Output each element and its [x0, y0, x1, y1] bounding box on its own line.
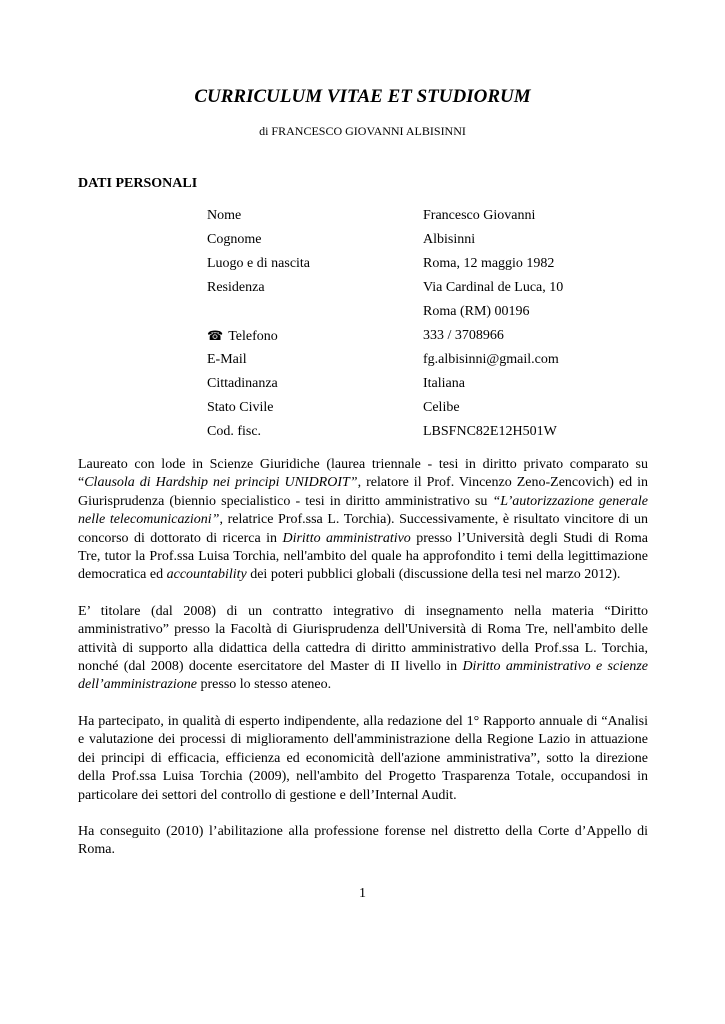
personal-data-label: Nome [207, 208, 242, 223]
personal-data-value: LBSFNC82E12H501W [423, 424, 557, 439]
personal-data-value: Roma (RM) 00196 [423, 304, 530, 319]
body-text [78, 456, 648, 878]
paragraph: E’ titolare (dal 2008) di un contratto integrativo di insegnamento nella materia “Diritto amministrativo” presso la Facoltà di Giurisprudenza dell'Università di Roma Tre, nell'ambito delle attività di supporto alla didattica della cattedra di diritto amministrativo della Prof.ssa L. Torchia, nonché (dal 2008) docente esercitatore del Master di II livello in Diritto amministrativo e scienze dell’amministrazione presso lo stesso ateneo. [78, 603, 648, 693]
personal-data-label: ☎ Telefono [207, 328, 278, 344]
personal-data-row [207, 396, 647, 420]
paragraph: Ha conseguito (2010) l’abilitazione alla professione forense nel distretto della Corte d’Appello di Roma. [78, 823, 648, 858]
personal-data-row [207, 348, 647, 372]
document-subtitle: di FRANCESCO GIOVANNI ALBISINNI [259, 124, 466, 138]
personal-data-label: Luogo e di nascita [207, 256, 311, 271]
personal-data-value: Celibe [423, 400, 460, 415]
personal-data-label: E-Mail [207, 352, 247, 367]
personal-data-value: Francesco Giovanni [423, 208, 536, 223]
personal-data-value: 333 / 3708966 [423, 328, 504, 343]
personal-data-value: Via Cardinal de Luca, 10 [423, 280, 564, 295]
personal-data-row [207, 372, 647, 396]
telephone-icon: ☎ [207, 328, 224, 343]
personal-data-value: Albisinni [423, 232, 476, 247]
paragraph: Laureato con lode in Scienze Giuridiche (laurea triennale - tesi in diritto privato comparato su “Clausola di Hardship nei principi UNIDROIT”, relatore il Prof. Vincenzo Zeno-Zencovich) ed in Giurisprudenza (biennio specialistico - tesi in diritto amministrativo su “L’autorizzazione generale nelle telecomunicazioni”, relatrice Prof.ssa L. Torchia). Successivamente, è risultato vincitore di un concorso di dottorato di ricerca in Diritto amministrativo presso l’Università degli Studi di Roma Tre, tutor la Prof.ssa Luisa Torchia, nell'ambito del quale ha approfondito i temi della legittimazione democratica ed accountability dei poteri pubblici globali (discussione della tesi nel marzo 2012). [78, 457, 648, 583]
personal-data-row [207, 300, 647, 324]
personal-data-label: Cognome [207, 232, 262, 247]
personal-data-row [207, 324, 647, 348]
personal-data-label: Cittadinanza [207, 376, 278, 391]
document-title: CURRICULUM VITAE ET STUDIORUM [194, 86, 531, 107]
personal-data-table [207, 204, 647, 444]
page-number: 1 [359, 886, 366, 901]
personal-data-label: Stato Civile [207, 400, 274, 415]
personal-data-label [207, 300, 423, 324]
personal-data-row [207, 276, 647, 300]
section-heading-personal-data: DATI PERSONALI [78, 176, 198, 191]
personal-data-row [207, 228, 647, 252]
personal-data-row [207, 252, 647, 276]
personal-data-value: Roma, 12 maggio 1982 [423, 256, 555, 271]
personal-data-value: fg.albisinni@gmail.com [423, 352, 559, 367]
personal-data-label: Residenza [207, 280, 265, 295]
paragraph: Ha partecipato, in qualità di esperto indipendente, alla redazione del 1° Rapporto annuale di “Analisi e valutazione dei processi di miglioramento dell'amministrazione della Regione Lazio in attuazione dei principi di efficacia, efficienza ed economicità dell'azione amministrativa”, sotto la direzione della Prof.ssa Luisa Torchia (2009), nell'ambito del Progetto Trasparenza Totale, occupandosi in particolare dei settori del controllo di gestione e dell’Internal Audit. [78, 713, 648, 803]
personal-data-label: Cod. fisc. [207, 424, 262, 439]
personal-data-row [207, 204, 647, 228]
personal-data-value: Italiana [423, 376, 465, 391]
personal-data-row [207, 420, 647, 444]
